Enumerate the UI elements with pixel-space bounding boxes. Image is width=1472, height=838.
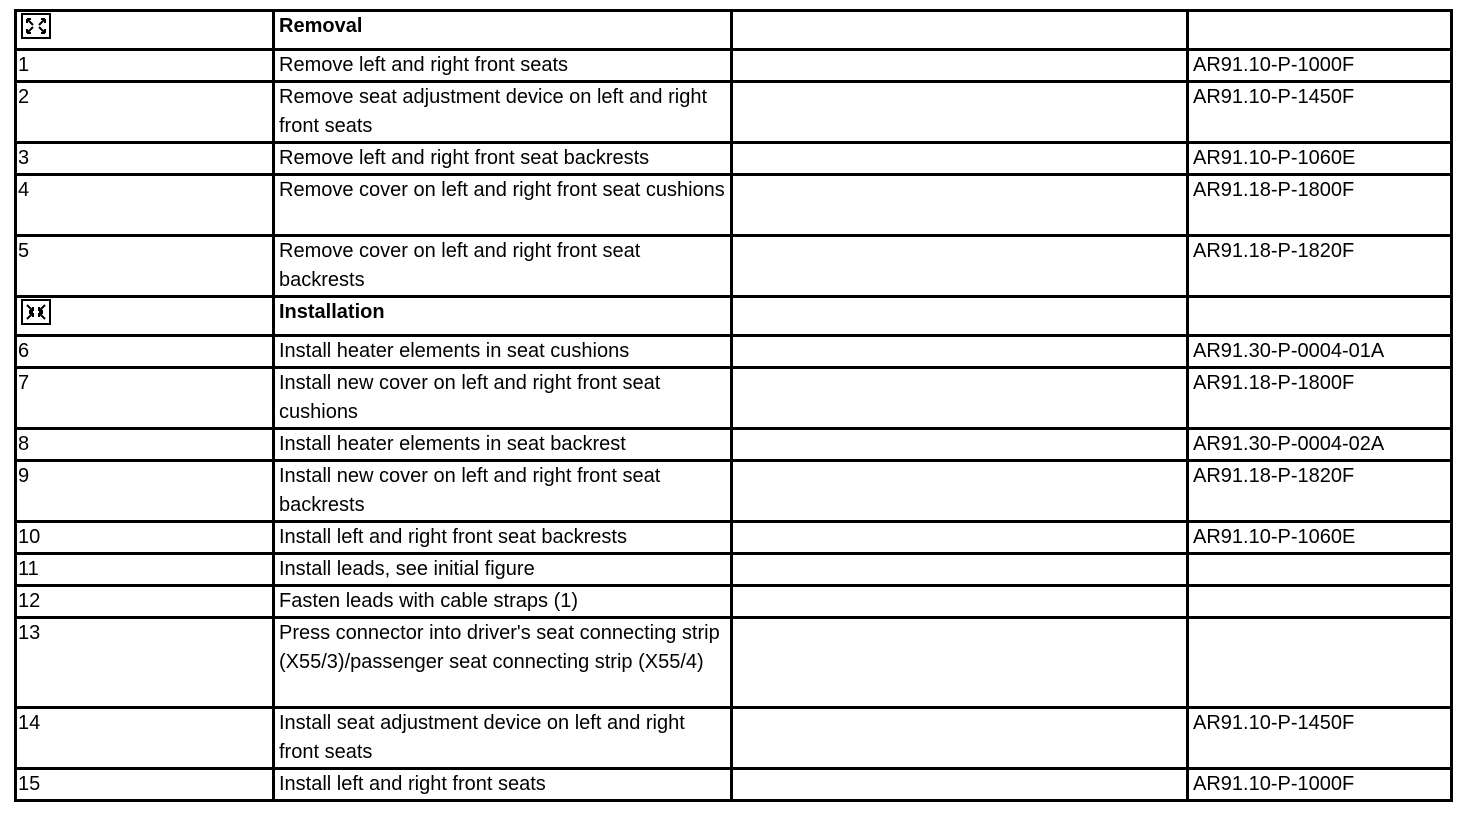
step-text: Install left and right front seat backrests <box>274 522 732 554</box>
step-row <box>16 586 1452 618</box>
empty-cell <box>732 50 1188 82</box>
step-text: Fasten leads with cable straps (1) <box>274 586 732 618</box>
step-number: 8 <box>16 429 274 461</box>
step-reference-link[interactable]: AR91.10-P-1000F <box>1188 50 1452 82</box>
step-reference-cell <box>1188 554 1452 586</box>
step-text: Remove cover on left and right front seat cushions <box>274 175 732 236</box>
step-number: 6 <box>16 336 274 368</box>
expand-arrows-icon <box>21 13 51 39</box>
procedure-table-container <box>14 9 1450 802</box>
empty-cell <box>732 554 1188 586</box>
empty-cell <box>732 618 1188 708</box>
section-title: Installation <box>274 297 732 336</box>
step-row <box>16 769 1452 801</box>
collapse-arrows-icon <box>21 299 51 325</box>
step-text: Install seat adjustment device on left and right front seats <box>274 708 732 769</box>
step-reference-cell <box>1188 586 1452 618</box>
empty-cell <box>732 175 1188 236</box>
step-row <box>16 522 1452 554</box>
section-icon-cell <box>16 297 274 336</box>
step-reference-link[interactable]: AR91.10-P-1060E <box>1188 522 1452 554</box>
step-number: 12 <box>16 586 274 618</box>
empty-cell <box>1188 297 1452 336</box>
empty-cell <box>732 297 1188 336</box>
step-text: Remove cover on left and right front seat backrests <box>274 236 732 297</box>
step-row <box>16 50 1452 82</box>
step-reference-link[interactable]: AR91.18-P-1800F <box>1188 175 1452 236</box>
empty-cell <box>732 769 1188 801</box>
step-reference-link[interactable]: AR91.10-P-1000F <box>1188 769 1452 801</box>
step-number: 1 <box>16 50 274 82</box>
step-row <box>16 429 1452 461</box>
empty-cell <box>732 522 1188 554</box>
empty-cell <box>732 368 1188 429</box>
empty-cell <box>732 336 1188 368</box>
step-row <box>16 708 1452 769</box>
step-row <box>16 82 1452 143</box>
empty-cell <box>732 586 1188 618</box>
section-header-installation <box>16 297 1452 336</box>
empty-cell <box>732 429 1188 461</box>
step-row <box>16 236 1452 297</box>
step-reference-link[interactable]: AR91.30-P-0004-02A <box>1188 429 1452 461</box>
step-reference-link[interactable]: AR91.10-P-1060E <box>1188 143 1452 175</box>
step-reference-link[interactable]: AR91.30-P-0004-01A <box>1188 336 1452 368</box>
empty-cell <box>732 708 1188 769</box>
step-reference-link[interactable]: AR91.10-P-1450F <box>1188 708 1452 769</box>
step-number: 2 <box>16 82 274 143</box>
step-row <box>16 175 1452 236</box>
empty-cell <box>732 11 1188 50</box>
step-text: Install new cover on left and right front seat cushions <box>274 368 732 429</box>
step-text: Install heater elements in seat cushions <box>274 336 732 368</box>
empty-cell <box>732 236 1188 297</box>
step-text: Install left and right front seats <box>274 769 732 801</box>
step-number: 5 <box>16 236 274 297</box>
step-number: 9 <box>16 461 274 522</box>
step-row <box>16 461 1452 522</box>
step-text: Remove seat adjustment device on left and right front seats <box>274 82 732 143</box>
step-number: 15 <box>16 769 274 801</box>
step-reference-link[interactable]: AR91.18-P-1800F <box>1188 368 1452 429</box>
section-title: Removal <box>274 11 732 50</box>
step-number: 4 <box>16 175 274 236</box>
step-reference-link[interactable]: AR91.18-P-1820F <box>1188 461 1452 522</box>
step-row <box>16 368 1452 429</box>
step-reference-link[interactable]: AR91.10-P-1450F <box>1188 82 1452 143</box>
empty-cell <box>732 143 1188 175</box>
step-row <box>16 336 1452 368</box>
empty-cell <box>1188 11 1452 50</box>
step-text: Install heater elements in seat backrest <box>274 429 732 461</box>
step-number: 7 <box>16 368 274 429</box>
step-number: 10 <box>16 522 274 554</box>
section-header-removal <box>16 11 1452 50</box>
step-reference-link[interactable]: AR91.18-P-1820F <box>1188 236 1452 297</box>
step-text: Press connector into driver's seat connecting strip (X55/3)/passenger seat connecting strip (X55/4) <box>274 618 732 708</box>
step-text: Install new cover on left and right front seat backrests <box>274 461 732 522</box>
empty-cell <box>732 82 1188 143</box>
empty-cell <box>732 461 1188 522</box>
step-row <box>16 143 1452 175</box>
step-number: 3 <box>16 143 274 175</box>
step-text: Remove left and right front seats <box>274 50 732 82</box>
step-number: 14 <box>16 708 274 769</box>
procedure-table <box>14 9 1453 802</box>
step-row <box>16 618 1452 708</box>
step-text: Install leads, see initial figure <box>274 554 732 586</box>
step-reference-cell <box>1188 618 1452 708</box>
step-number: 11 <box>16 554 274 586</box>
step-row <box>16 554 1452 586</box>
section-icon-cell <box>16 11 274 50</box>
step-number: 13 <box>16 618 274 708</box>
step-text: Remove left and right front seat backrests <box>274 143 732 175</box>
